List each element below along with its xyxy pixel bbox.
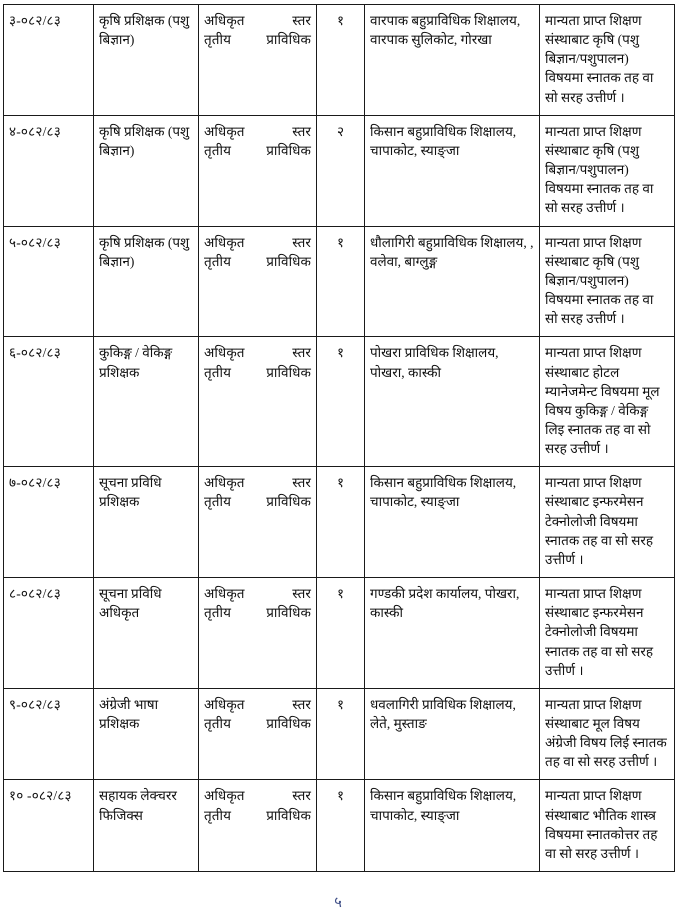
cell-level-line-2: तृतीय प्राविधिक: [204, 807, 311, 823]
cell-qualification: मान्यता प्राप्त शिक्षण संस्थाबाट होटल म्यानेजमेन्ट विषयमा मूल विषय कुकिङ्ग / वेकिङ्ग लिइ स्नातक तह वा सो सरह उत्तीर्ण ।: [540, 337, 675, 467]
cell-advertisement-no: ३-०८२/८३: [4, 5, 94, 116]
cell-level: [199, 337, 317, 467]
vacancy-table-body: [4, 5, 675, 872]
cell-level-line-2: तृतीय प्राविधिक: [204, 142, 311, 158]
cell-qualification: मान्यता प्राप्त शिक्षण संस्थाबाट कृषि (पशु बिज्ञान/पशुपालन) विषयमा स्नातक तह वा सो सरह उत्तीर्ण ।: [540, 115, 675, 226]
cell-post: कृषि प्रशिक्षक (पशु बिज्ञान): [94, 5, 199, 116]
table-row: [4, 467, 675, 578]
cell-advertisement-no: ९-०८२/८३: [4, 688, 94, 780]
cell-office: गण्डकी प्रदेश कार्यालय, पोखरा, कास्की: [365, 578, 540, 689]
cell-level: [199, 578, 317, 689]
table-row: [4, 5, 675, 116]
cell-qualification: मान्यता प्राप्त शिक्षण संस्थाबाट कृषि (पशु बिज्ञान/पशुपालन) विषयमा स्नातक तह वा सो सरह उत्तीर्ण ।: [540, 226, 675, 337]
cell-count: १: [317, 578, 365, 689]
cell-post: सूचना प्रविधि प्रशिक्षक: [94, 467, 199, 578]
cell-level-line-2: तृतीय प्राविधिक: [204, 494, 311, 510]
cell-qualification: मान्यता प्राप्त शिक्षण संस्थाबाट भौतिक शास्त्र विषयमा स्नातकोत्तर तह वा सो सरह उत्तीर्ण ।: [540, 780, 675, 872]
cell-office: किसान बहुप्राविधिक शिक्षालय, चापाकोट, स्याङ्जा: [365, 467, 540, 578]
cell-office: धवलागिरी प्राविधिक शिक्षालय, लेते, मुस्ताङ: [365, 688, 540, 780]
cell-level-line-1: अधिकृत स्तर: [204, 586, 311, 602]
cell-post: कृषि प्रशिक्षक (पशु बिज्ञान): [94, 226, 199, 337]
cell-qualification: मान्यता प्राप्त शिक्षण संस्थाबाट इन्फरमेसन टेक्नोलोजी विषयमा स्नातक तह वा सो सरह उत्तीर्ण ।: [540, 467, 675, 578]
cell-level-line-2: तृतीय प्राविधिक: [204, 32, 311, 48]
cell-office: किसान बहुप्राविधिक शिक्षालय, चापाकोट, स्याङ्जा: [365, 780, 540, 872]
cell-level-line-1: अधिकृत स्तर: [204, 13, 311, 28]
cell-qualification: मान्यता प्राप्त शिक्षण संस्थाबाट मूल विषय अंग्रेजी विषय लिई स्नातक तह वा सो सरह उत्तीर्ण ।: [540, 688, 675, 780]
cell-qualification: मान्यता प्राप्त शिक्षण संस्थाबाट इन्फरमेसन टेक्नोलोजी विषयमा स्नातक तह वा सो सरह उत्तीर्ण ।: [540, 578, 675, 689]
cell-level-line-1: अधिकृत स्तर: [204, 788, 311, 804]
cell-level: [199, 5, 317, 116]
cell-level-line-1: अधिकृत स्तर: [204, 234, 311, 250]
table-row: [4, 337, 675, 467]
cell-count: १: [317, 337, 365, 467]
cell-count: १: [317, 467, 365, 578]
cell-level: [199, 115, 317, 226]
cell-level-line-1: अधिकृत स्तर: [204, 475, 311, 491]
cell-office: वारपाक बहुप्राविधिक शिक्षालय, वारपाक सुलिकोट, गोरखा: [365, 5, 540, 116]
table-row: [4, 780, 675, 872]
cell-count: १: [317, 688, 365, 780]
cell-post: अंग्रेजी भाषा प्रशिक्षक: [94, 688, 199, 780]
cell-count: १: [317, 780, 365, 872]
cell-level-line-2: तृतीय प्राविधिक: [204, 605, 311, 621]
cell-level-line-1: अधिकृत स्तर: [204, 345, 311, 361]
page-number: ५: [334, 895, 343, 911]
table-row: [4, 226, 675, 337]
cell-advertisement-no: ७-०८२/८३: [4, 467, 94, 578]
cell-count: २: [317, 115, 365, 226]
cell-level: [199, 467, 317, 578]
cell-count: १: [317, 226, 365, 337]
cell-office: पोखरा प्राविधिक शिक्षालय, पोखरा, कास्की: [365, 337, 540, 467]
cell-post: कुकिङ्ग / वेकिङ्ग प्रशिक्षक: [94, 337, 199, 467]
cell-advertisement-no: १० -०८२/८३: [4, 780, 94, 872]
cell-level-line-1: अधिकृत स्तर: [204, 696, 311, 712]
cell-qualification: मान्यता प्राप्त शिक्षण संस्थाबाट कृषि (पशु बिज्ञान/पशुपालन) विषयमा स्नातक तह वा सो सरह उत्तीर्ण ।: [540, 5, 675, 116]
table-row: [4, 578, 675, 689]
cell-post: सहायक लेक्चरर फिजिक्स: [94, 780, 199, 872]
cell-post: कृषि प्रशिक्षक (पशु बिज्ञान): [94, 115, 199, 226]
cell-level-line-2: तृतीय प्राविधिक: [204, 716, 311, 731]
vacancy-table: [3, 4, 675, 872]
cell-level-line-2: तृतीय प्राविधिक: [204, 253, 311, 269]
table-row: [4, 115, 675, 226]
cell-count: १: [317, 5, 365, 116]
cell-level-line-1: अधिकृत स्तर: [204, 123, 311, 139]
cell-advertisement-no: ६-०८२/८३: [4, 337, 94, 467]
cell-level: [199, 226, 317, 337]
cell-level-line-2: तृतीय प्राविधिक: [204, 364, 311, 380]
cell-advertisement-no: ४-०८२/८३: [4, 115, 94, 226]
cell-office: धौलागिरी बहुप्राविधिक शिक्षालय, , वलेवा, बाग्लुङ्ग: [365, 226, 540, 337]
cell-advertisement-no: ८-०८२/८३: [4, 578, 94, 689]
cell-level: [199, 780, 317, 872]
cell-advertisement-no: ५-०८२/८३: [4, 226, 94, 337]
cell-post: सूचना प्रविधि अधिकृत: [94, 578, 199, 689]
table-row: [4, 688, 675, 780]
cell-level: [199, 688, 317, 780]
cell-office: किसान बहुप्राविधिक शिक्षालय, चापाकोट, स्याङ्जा: [365, 115, 540, 226]
